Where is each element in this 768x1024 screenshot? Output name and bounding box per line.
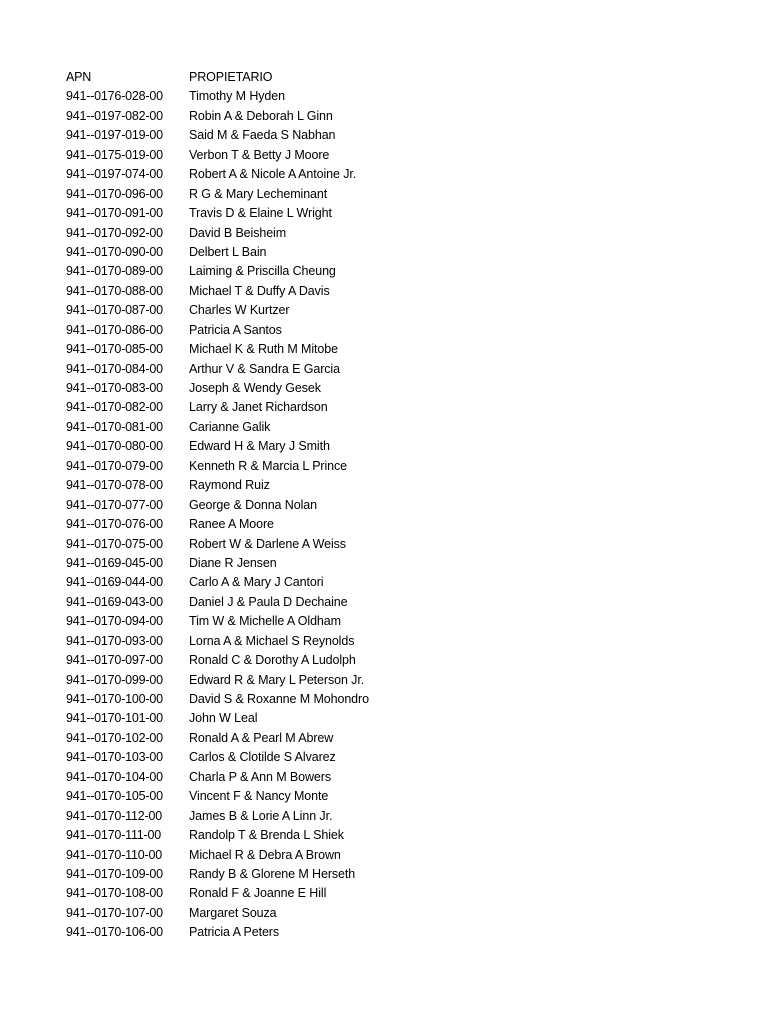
owner-cell: David B Beisheim xyxy=(189,225,287,240)
owner-cell: Patricia A Peters xyxy=(189,925,280,940)
owner-cell: Joseph & Wendy Gesek xyxy=(189,381,321,395)
apn-cell: 941--0170-108-00 xyxy=(66,886,163,901)
owner-cell: Arthur V & Sandra E Garcia xyxy=(189,361,340,376)
apn-cell: 941--0170-089-00 xyxy=(66,264,163,279)
table-row xyxy=(66,243,746,262)
apn-cell: 941--0197-082-00 xyxy=(66,108,163,123)
owner-cell: Charles W Kurtzer xyxy=(189,303,290,318)
apn-cell: 941--0169-045-00 xyxy=(66,555,163,570)
owner-cell: Travis D & Elaine L Wright xyxy=(189,206,332,221)
owner-cell: George & Donna Nolan xyxy=(189,497,317,512)
apn-cell: 941--0170-100-00 xyxy=(66,692,163,706)
table-row xyxy=(66,282,746,301)
apn-cell: 941--0170-090-00 xyxy=(66,244,163,259)
apn-cell: 941--0170-112-00 xyxy=(66,808,162,823)
apn-cell: 941--0170-082-00 xyxy=(66,400,163,415)
table-row xyxy=(66,418,746,437)
apn-cell: 941--0170-088-00 xyxy=(66,283,163,298)
owner-cell: Michael R & Debra A Brown xyxy=(189,847,341,862)
table-row xyxy=(66,554,746,573)
owner-cell: Carianne Galik xyxy=(189,419,271,434)
table-row xyxy=(66,204,746,223)
apn-cell: 941--0170-094-00 xyxy=(66,614,163,629)
owner-cell: Diane R Jensen xyxy=(189,555,277,570)
owner-cell: Delbert L Bain xyxy=(189,244,267,259)
table-row xyxy=(66,165,746,184)
table-row xyxy=(66,787,746,806)
apn-cell: 941--0197-019-00 xyxy=(66,128,163,143)
owner-cell: Michael K & Ruth M Mitobe xyxy=(189,342,338,357)
table-row xyxy=(66,671,746,690)
apn-cell: 941--0175-019-00 xyxy=(66,147,163,162)
apn-cell: 941--0170-075-00 xyxy=(66,536,163,551)
owner-cell: Larry & Janet Richardson xyxy=(189,400,328,415)
owner-cell: Kenneth R & Marcia L Prince xyxy=(189,458,348,473)
owner-cell: Vincent F & Nancy Monte xyxy=(189,789,329,804)
owner-cell: John W Leal xyxy=(189,711,258,726)
owner-cell: Ronald F & Joanne E Hill xyxy=(189,886,327,901)
owner-cell: David S & Roxanne M Mohondro xyxy=(189,692,369,706)
owner-cell: Robert W & Darlene A Weiss xyxy=(189,536,346,551)
apn-cell: 941--0170-093-00 xyxy=(66,633,163,648)
apn-cell: 941--0170-106-00 xyxy=(66,925,163,940)
apn-cell: 941--0170-097-00 xyxy=(66,653,163,668)
table-header-row xyxy=(66,68,746,87)
table-row xyxy=(66,807,746,826)
apn-cell: 941--0170-109-00 xyxy=(66,866,163,881)
apn-cell: 941--0170-091-00 xyxy=(66,206,163,221)
table-row xyxy=(66,457,746,476)
owner-cell: Ronald A & Pearl M Abrew xyxy=(189,730,334,745)
apn-cell: 941--0170-092-00 xyxy=(66,225,163,240)
table-row xyxy=(66,748,746,767)
apn-cell: 941--0170-107-00 xyxy=(66,905,163,920)
apn-cell: 941--0170-083-00 xyxy=(66,381,163,395)
apn-cell: 941--0170-085-00 xyxy=(66,342,163,357)
owner-cell: Daniel J & Paula D Dechaine xyxy=(189,594,348,609)
apn-cell: 941--0170-110-00 xyxy=(66,847,162,862)
apn-cell: 941--0169-043-00 xyxy=(66,594,163,609)
apn-cell: 941--0169-044-00 xyxy=(66,575,163,590)
table-row xyxy=(66,126,746,145)
owner-cell: Timothy M Hyden xyxy=(189,89,285,104)
table-row xyxy=(66,496,746,515)
owner-cell: Verbon T & Betty J Moore xyxy=(189,147,330,162)
table-row xyxy=(66,865,746,884)
table-row xyxy=(66,437,746,456)
apn-cell: 941--0197-074-00 xyxy=(66,167,163,182)
table-row xyxy=(66,515,746,534)
owner-cell: R G & Mary Lecheminant xyxy=(189,186,328,201)
apn-cell: 941--0170-096-00 xyxy=(66,186,163,201)
table-row xyxy=(66,87,746,106)
apn-cell: 941--0170-111-00 xyxy=(66,828,162,843)
table-row xyxy=(66,185,746,204)
owner-cell: Charla P & Ann M Bowers xyxy=(189,769,331,784)
table-row xyxy=(66,904,746,923)
apn-cell: 941--0170-087-00 xyxy=(66,303,163,318)
owner-cell: Tim W & Michelle A Oldham xyxy=(189,614,341,629)
table-row xyxy=(66,146,746,165)
apn-cell: 941--0176-028-00 xyxy=(66,89,163,104)
table-row xyxy=(66,573,746,592)
apn-cell: 941--0170-077-00 xyxy=(66,497,163,512)
apn-cell: 941--0170-079-00 xyxy=(66,458,163,473)
table-row xyxy=(66,107,746,126)
apn-cell: 941--0170-086-00 xyxy=(66,322,163,337)
owner-cell: Randolp T & Brenda L Shiek xyxy=(189,828,344,843)
owner-cell: Randy B & Glorene M Herseth xyxy=(189,866,356,881)
apn-cell: 941--0170-084-00 xyxy=(66,361,163,376)
table-row xyxy=(66,340,746,359)
table-row xyxy=(66,321,746,340)
owner-cell: Carlo A & Mary J Cantori xyxy=(189,575,324,590)
table-row xyxy=(66,593,746,612)
apn-cell: 941--0170-076-00 xyxy=(66,517,163,532)
table-row xyxy=(66,535,746,554)
apn-cell: 941--0170-103-00 xyxy=(66,750,163,765)
table-row xyxy=(66,846,746,865)
apn-cell: 941--0170-104-00 xyxy=(66,769,163,784)
apn-cell: 941--0170-105-00 xyxy=(66,789,163,804)
apn-cell: 941--0170-080-00 xyxy=(66,439,163,454)
table-row xyxy=(66,923,746,942)
table-body xyxy=(66,87,746,942)
table-row xyxy=(66,224,746,243)
owner-cell: Lorna A & Michael S Reynolds xyxy=(189,633,355,648)
owner-cell: Laiming & Priscilla Cheung xyxy=(189,264,336,279)
apn-cell: 941--0170-078-00 xyxy=(66,478,163,493)
owner-table xyxy=(66,68,746,943)
table-row xyxy=(66,379,746,398)
column-header-apn: APN xyxy=(66,70,92,84)
table-row xyxy=(66,476,746,495)
column-header-owner: PROPIETARIO xyxy=(189,70,273,84)
table-row xyxy=(66,632,746,651)
apn-cell: 941--0170-099-00 xyxy=(66,672,163,687)
table-row xyxy=(66,262,746,281)
table-row xyxy=(66,884,746,903)
owner-cell: Ronald C & Dorothy A Ludolph xyxy=(189,653,356,668)
owner-cell: Robert A & Nicole A Antoine Jr. xyxy=(189,167,357,182)
owner-cell: Patricia A Santos xyxy=(189,322,282,337)
owner-cell: Raymond Ruiz xyxy=(189,478,270,493)
table-row xyxy=(66,826,746,845)
owner-cell: Edward R & Mary L Peterson Jr. xyxy=(189,672,365,687)
apn-cell: 941--0170-101-00 xyxy=(66,711,163,726)
table-row xyxy=(66,729,746,748)
table-row xyxy=(66,398,746,417)
owner-cell: James B & Lorie A Linn Jr. xyxy=(189,808,333,823)
table-row xyxy=(66,301,746,320)
owner-cell: Margaret Souza xyxy=(189,905,277,920)
apn-cell: 941--0170-102-00 xyxy=(66,730,163,745)
owner-cell: Michael T & Duffy A Davis xyxy=(189,283,330,298)
owner-cell: Robin A & Deborah L Ginn xyxy=(189,108,333,123)
table-row xyxy=(66,612,746,631)
owner-cell: Ranee A Moore xyxy=(189,517,274,532)
table-row xyxy=(66,690,746,709)
table-row xyxy=(66,360,746,379)
owner-cell: Edward H & Mary J Smith xyxy=(189,439,330,454)
table-row xyxy=(66,709,746,728)
apn-cell: 941--0170-081-00 xyxy=(66,419,163,434)
table-row xyxy=(66,768,746,787)
owner-cell: Carlos & Clotilde S Alvarez xyxy=(189,750,336,765)
table-row xyxy=(66,651,746,670)
owner-cell: Said M & Faeda S Nabhan xyxy=(189,128,336,143)
